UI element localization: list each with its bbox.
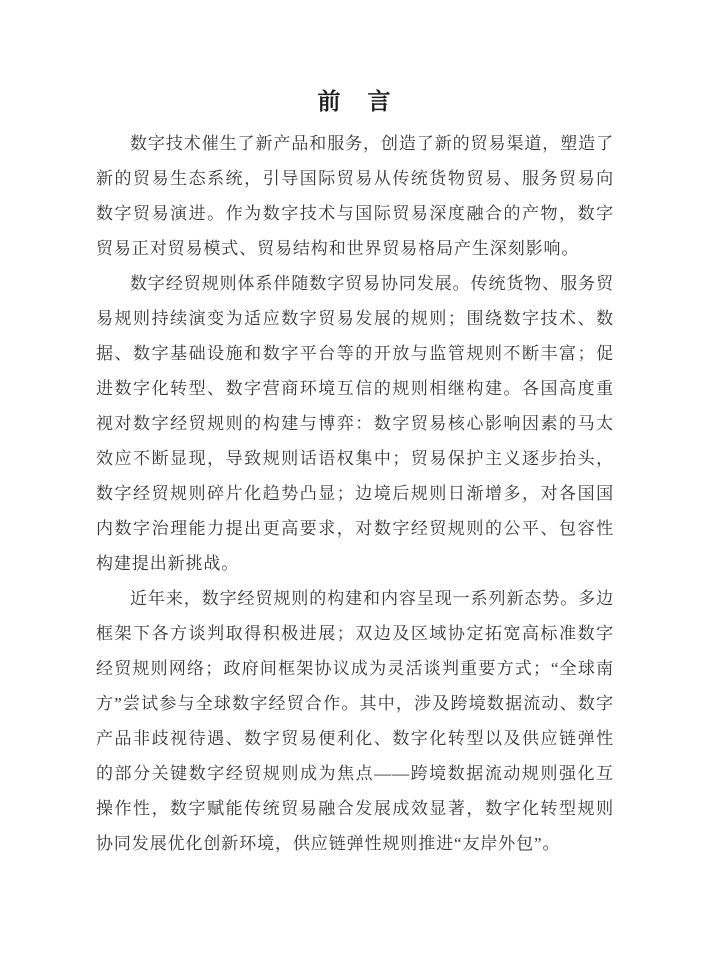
preface-paragraph-2: 数字经贸规则体系伴随数字贸易协同发展。传统货物、服务贸易规则持续演变为适应数字贸易发展的规则；围绕数字技术、数据、数字基础设施和数字平台等的开放与监管规则不断丰富；促进数字化转型、数字营商环境互信的规则相继构建。各国高度重视对数字经贸规则的构建与博弈：数字贸易核心影响因素的马太效应不断显现，导致规则话语权集中；贸易保护主义逐步抬头，数字经贸规则碎片化趋势凸显；边境后规则日渐增多，对各国国内数字治理能力提出更高要求，对数字经贸规则的公平、包容性构建提出新挑战。 bbox=[96, 274, 614, 573]
preface-body bbox=[96, 126, 614, 861]
preface-paragraph-1: 数字技术催生了新产品和服务，创造了新的贸易渠道，塑造了新的贸易生态系统，引导国际贸易从传统货物贸易、服务贸易向数字贸易演进。作为数字技术与国际贸易深度融合的产物，数字贸易正对贸易模式、贸易结构和世界贸易格局产生深刻影响。 bbox=[96, 134, 614, 258]
preface-title: 前 言 bbox=[317, 88, 393, 114]
preface-paragraph-3: 近年来，数字经贸规则的构建和内容呈现一系列新态势。多边框架下各方谈判取得积极进展；双边及区域协定拓宽高标准数字经贸规则网络；政府间框架协议成为灵活谈判重要方式；“全球南方”尝试参与全球数字经贸合作。其中，涉及跨境数据流动、数字产品非歧视待遇、数字贸易便利化、数字化转型以及供应链弹性的部分关键数字经贸规则成为焦点——跨境数据流动规则强化互操作性，数字赋能传统贸易融合发展成效显著，数字化转型规则协同发展优化创新环境，供应链弹性规则推进“友岸外包”。 bbox=[96, 589, 614, 853]
